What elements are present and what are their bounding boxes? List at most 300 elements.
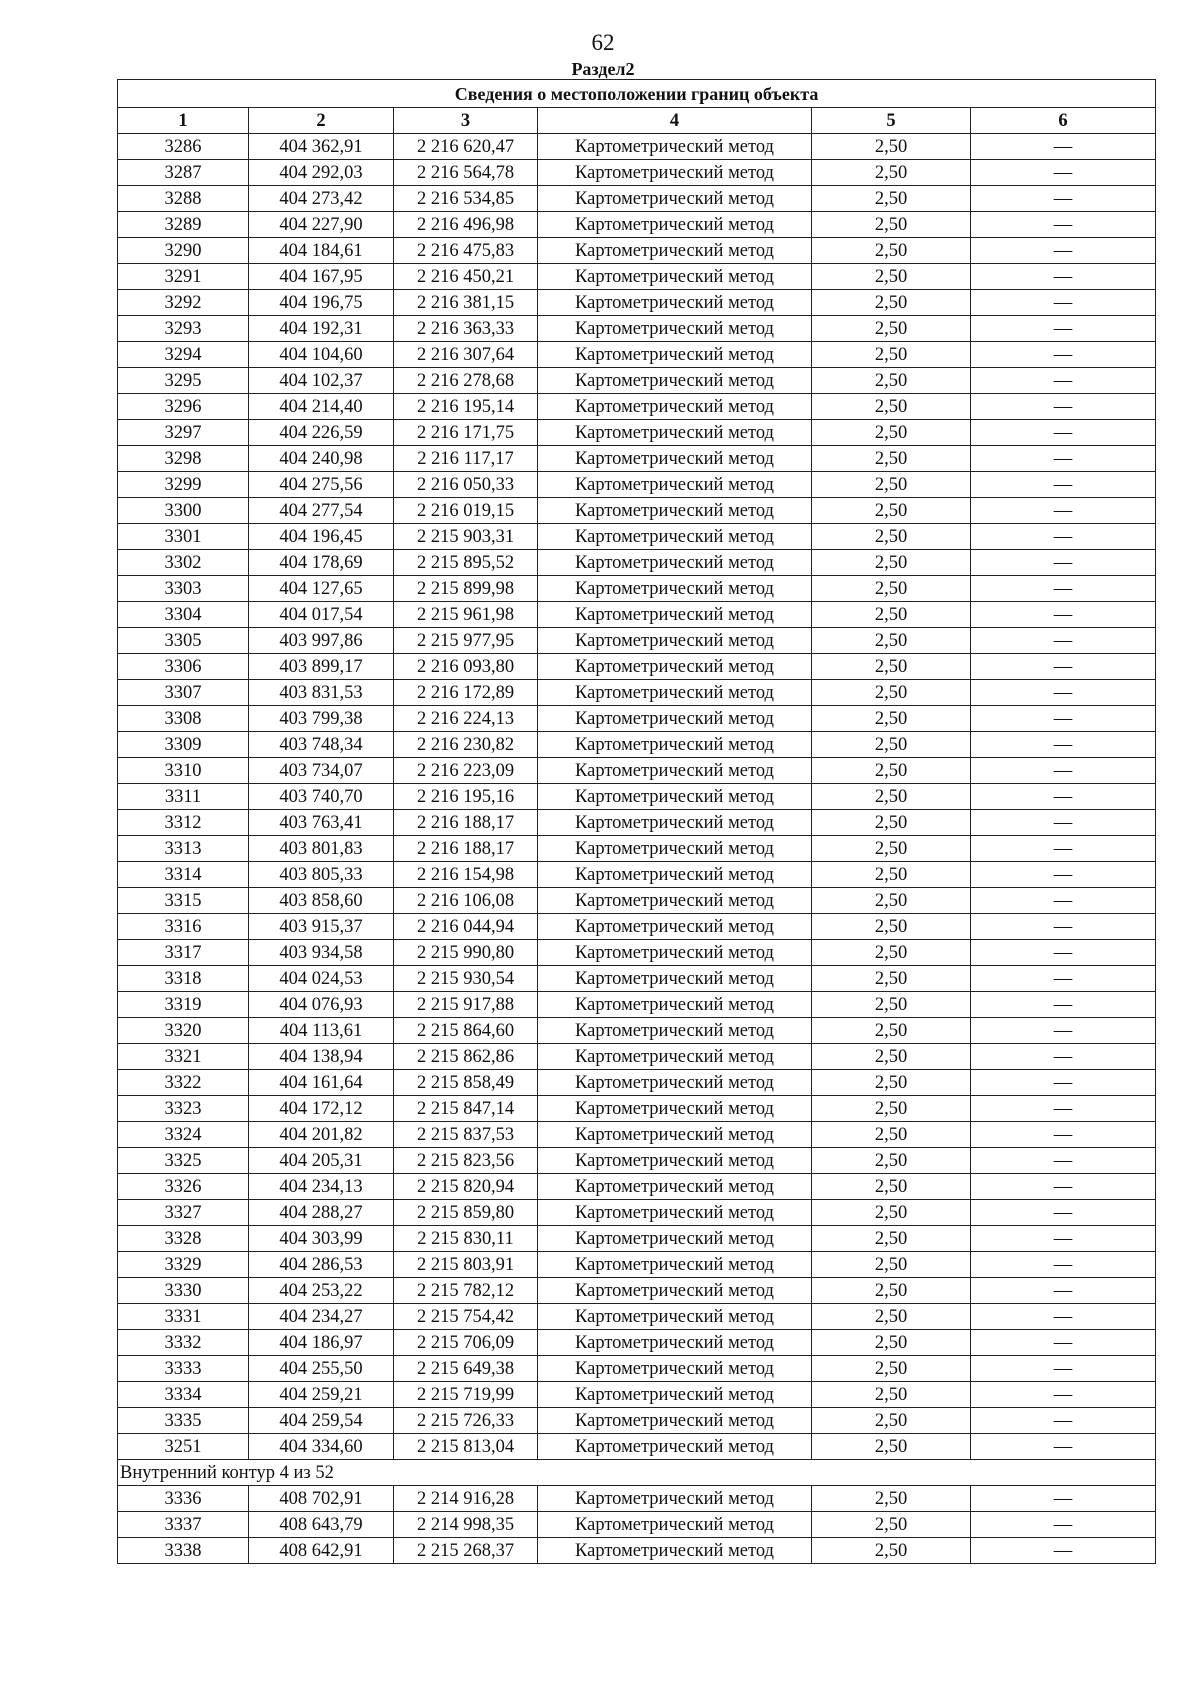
table-row	[118, 1148, 1156, 1174]
table-cell: 404 113,61	[249, 1018, 394, 1044]
table-cell: 2,50	[812, 914, 971, 940]
table-cell: 3330	[118, 1278, 249, 1304]
table-cell: 3325	[118, 1148, 249, 1174]
table-cell: —	[971, 212, 1156, 238]
table-cell: 2 216 381,15	[394, 290, 538, 316]
table-cell: —	[971, 758, 1156, 784]
table-cell: 2,50	[812, 420, 971, 446]
table-cell: Картометрический метод	[538, 394, 812, 420]
column-header: 4	[538, 108, 812, 134]
table-cell: 404 017,54	[249, 602, 394, 628]
table-cell: 2 216 195,16	[394, 784, 538, 810]
table-cell: 3327	[118, 1200, 249, 1226]
table-cell: 2 215 899,98	[394, 576, 538, 602]
table-cell: 2 215 803,91	[394, 1252, 538, 1278]
table-cell: Картометрический метод	[538, 888, 812, 914]
table-row	[118, 1018, 1156, 1044]
table-cell: 2 216 019,15	[394, 498, 538, 524]
table-row	[118, 732, 1156, 758]
table-cell: 408 642,91	[249, 1538, 394, 1564]
table-cell: 3289	[118, 212, 249, 238]
table-cell: —	[971, 1122, 1156, 1148]
table-cell: 404 253,22	[249, 1278, 394, 1304]
table-cell: Картометрический метод	[538, 628, 812, 654]
table-cell: 2 215 858,49	[394, 1070, 538, 1096]
table-cell: 2 216 093,80	[394, 654, 538, 680]
table-cell: 2,50	[812, 966, 971, 992]
table-cell: 2 216 188,17	[394, 810, 538, 836]
table-caption: Сведения о местоположении границ объекта	[118, 80, 1156, 108]
table-cell: 404 255,50	[249, 1356, 394, 1382]
table-cell: Картометрический метод	[538, 836, 812, 862]
table-row	[118, 1252, 1156, 1278]
table-cell: 3322	[118, 1070, 249, 1096]
table-cell: Картометрический метод	[538, 680, 812, 706]
table-cell: 404 292,03	[249, 160, 394, 186]
table-cell: 3304	[118, 602, 249, 628]
table-cell: Картометрический метод	[538, 1434, 812, 1460]
table-cell: Картометрический метод	[538, 966, 812, 992]
table-cell: 2 216 534,85	[394, 186, 538, 212]
table-cell: Картометрический метод	[538, 524, 812, 550]
table-cell: Картометрический метод	[538, 316, 812, 342]
table-cell: 3331	[118, 1304, 249, 1330]
table-row	[118, 420, 1156, 446]
table-cell: —	[971, 1486, 1156, 1512]
table-cell: 404 275,56	[249, 472, 394, 498]
table-cell: —	[971, 342, 1156, 368]
column-header: 5	[812, 108, 971, 134]
table-cell: 2 216 450,21	[394, 264, 538, 290]
table-cell: 2,50	[812, 368, 971, 394]
table-cell: 2,50	[812, 1408, 971, 1434]
table-cell: 2 216 230,82	[394, 732, 538, 758]
table-cell: 2 215 719,99	[394, 1382, 538, 1408]
table-cell: 2,50	[812, 264, 971, 290]
table-cell: —	[971, 1330, 1156, 1356]
table-cell: —	[971, 1070, 1156, 1096]
table-cell: Картометрический метод	[538, 914, 812, 940]
table-row	[118, 1356, 1156, 1382]
table-cell: 2 215 830,11	[394, 1226, 538, 1252]
table-cell: Картометрический метод	[538, 368, 812, 394]
table-cell: 2,50	[812, 836, 971, 862]
table-cell: 3334	[118, 1382, 249, 1408]
table-cell: 404 192,31	[249, 316, 394, 342]
table-row	[118, 810, 1156, 836]
table-cell: 2 215 864,60	[394, 1018, 538, 1044]
table-cell: 404 240,98	[249, 446, 394, 472]
table-cell: —	[971, 602, 1156, 628]
table-cell: 3310	[118, 758, 249, 784]
table-row	[118, 1512, 1156, 1538]
column-header: 6	[971, 108, 1156, 134]
table-cell: 2,50	[812, 1330, 971, 1356]
table-row	[118, 368, 1156, 394]
table-cell: 2 215 862,86	[394, 1044, 538, 1070]
table-cell: 2,50	[812, 1512, 971, 1538]
table-cell: 2,50	[812, 1122, 971, 1148]
table-cell: 404 184,61	[249, 238, 394, 264]
table-cell: 3294	[118, 342, 249, 368]
table-cell: 3317	[118, 940, 249, 966]
table-cell: 2,50	[812, 1356, 971, 1382]
table-cell: —	[971, 706, 1156, 732]
table-cell: Картометрический метод	[538, 758, 812, 784]
table-cell: 2 216 278,68	[394, 368, 538, 394]
table-cell: 2,50	[812, 1278, 971, 1304]
table-cell: Картометрический метод	[538, 134, 812, 160]
table-cell: 2,50	[812, 602, 971, 628]
table-cell: 404 205,31	[249, 1148, 394, 1174]
table-cell: 404 172,12	[249, 1096, 394, 1122]
table-row	[118, 550, 1156, 576]
table-cell: 3313	[118, 836, 249, 862]
table-cell: 3319	[118, 992, 249, 1018]
table-cell: 2,50	[812, 810, 971, 836]
column-header: 3	[394, 108, 538, 134]
table-cell: 2,50	[812, 238, 971, 264]
table-cell: 3299	[118, 472, 249, 498]
table-cell: 3335	[118, 1408, 249, 1434]
table-cell: 2,50	[812, 550, 971, 576]
table-cell: —	[971, 238, 1156, 264]
table-cell: —	[971, 1044, 1156, 1070]
table-row	[118, 966, 1156, 992]
table-cell: 2,50	[812, 654, 971, 680]
table-cell: 3333	[118, 1356, 249, 1382]
table-cell: —	[971, 732, 1156, 758]
table-cell: 2 216 117,17	[394, 446, 538, 472]
table-cell: 2,50	[812, 1486, 971, 1512]
table-cell: 2 215 649,38	[394, 1356, 538, 1382]
table-cell: 403 801,83	[249, 836, 394, 862]
table-cell: 2 215 917,88	[394, 992, 538, 1018]
table-cell: 2 215 268,37	[394, 1538, 538, 1564]
table-cell: —	[971, 1434, 1156, 1460]
table-row	[118, 524, 1156, 550]
table-cell: 2,50	[812, 394, 971, 420]
table-row	[118, 1174, 1156, 1200]
table-cell: Картометрический метод	[538, 160, 812, 186]
table-cell: 404 227,90	[249, 212, 394, 238]
table-cell: 2 215 837,53	[394, 1122, 538, 1148]
table-cell: 2,50	[812, 888, 971, 914]
table-cell: 2,50	[812, 1018, 971, 1044]
table-cell: Картометрический метод	[538, 654, 812, 680]
table-cell: Картометрический метод	[538, 602, 812, 628]
table-cell: 3324	[118, 1122, 249, 1148]
table-cell: —	[971, 810, 1156, 836]
table-cell: 404 303,99	[249, 1226, 394, 1252]
table-cell: 3338	[118, 1538, 249, 1564]
table-cell: 2 216 620,47	[394, 134, 538, 160]
table-cell: 403 858,60	[249, 888, 394, 914]
table-cell: 2 216 106,08	[394, 888, 538, 914]
contour-label: Внутренний контур 4 из 52	[118, 1460, 1156, 1486]
table-cell: 2 214 998,35	[394, 1512, 538, 1538]
table-cell: —	[971, 472, 1156, 498]
table-cell: 2 216 188,17	[394, 836, 538, 862]
table-cell: —	[971, 1512, 1156, 1538]
table-row	[118, 446, 1156, 472]
table-cell: —	[971, 992, 1156, 1018]
table-cell: 3306	[118, 654, 249, 680]
table-cell: Картометрический метод	[538, 940, 812, 966]
table-cell: —	[971, 368, 1156, 394]
main-contour-rows	[118, 134, 1156, 1460]
table-row	[118, 888, 1156, 914]
table-cell: 2 215 990,80	[394, 940, 538, 966]
table-cell: 403 740,70	[249, 784, 394, 810]
table-cell: 3308	[118, 706, 249, 732]
table-cell: 2 215 820,94	[394, 1174, 538, 1200]
table-row	[118, 758, 1156, 784]
table-cell: Картометрический метод	[538, 810, 812, 836]
table-cell: 404 178,69	[249, 550, 394, 576]
table-cell: 404 226,59	[249, 420, 394, 446]
table-cell: Картометрический метод	[538, 1330, 812, 1356]
table-cell: 404 196,45	[249, 524, 394, 550]
table-cell: 404 234,27	[249, 1304, 394, 1330]
table-cell: 3321	[118, 1044, 249, 1070]
table-cell: 2,50	[812, 706, 971, 732]
table-row	[118, 1538, 1156, 1564]
table-cell: 2,50	[812, 1538, 971, 1564]
table-cell: Картометрический метод	[538, 446, 812, 472]
table-cell: 2 215 813,04	[394, 1434, 538, 1460]
table-cell: 2,50	[812, 1148, 971, 1174]
table-cell: —	[971, 394, 1156, 420]
table-cell: —	[971, 264, 1156, 290]
table-cell: 2 215 859,80	[394, 1200, 538, 1226]
table-cell: 404 259,54	[249, 1408, 394, 1434]
table-cell: 403 799,38	[249, 706, 394, 732]
table-cell: Картометрический метод	[538, 1278, 812, 1304]
table-cell: 2,50	[812, 186, 971, 212]
table-cell: 3336	[118, 1486, 249, 1512]
table-cell: Картометрический метод	[538, 1096, 812, 1122]
table-cell: 2,50	[812, 472, 971, 498]
table-cell: 3300	[118, 498, 249, 524]
table-cell: 3309	[118, 732, 249, 758]
table-cell: —	[971, 524, 1156, 550]
table-cell: 2,50	[812, 290, 971, 316]
table-row	[118, 836, 1156, 862]
table-cell: Картометрический метод	[538, 498, 812, 524]
table-cell: —	[971, 134, 1156, 160]
table-cell: 408 643,79	[249, 1512, 394, 1538]
table-cell: 2 216 172,89	[394, 680, 538, 706]
table-cell: 3337	[118, 1512, 249, 1538]
table-cell: 2 216 224,13	[394, 706, 538, 732]
table-cell: —	[971, 550, 1156, 576]
table-cell: 404 196,75	[249, 290, 394, 316]
table-cell: Картометрический метод	[538, 1044, 812, 1070]
table-cell: 2 215 754,42	[394, 1304, 538, 1330]
table-cell: 2,50	[812, 1044, 971, 1070]
table-cell: —	[971, 1356, 1156, 1382]
table-cell: —	[971, 836, 1156, 862]
table-cell: Картометрический метод	[538, 1122, 812, 1148]
table-cell: 2 216 496,98	[394, 212, 538, 238]
table-cell: 404 201,82	[249, 1122, 394, 1148]
table-row	[118, 628, 1156, 654]
table-cell: 2 216 154,98	[394, 862, 538, 888]
table-cell: Картометрический метод	[538, 1148, 812, 1174]
table-cell: 2 215 782,12	[394, 1278, 538, 1304]
table-row	[118, 316, 1156, 342]
table-row	[118, 602, 1156, 628]
table-cell: 2,50	[812, 498, 971, 524]
table-row	[118, 498, 1156, 524]
table-cell: 403 748,34	[249, 732, 394, 758]
table-cell: —	[971, 784, 1156, 810]
table-cell: Картометрический метод	[538, 186, 812, 212]
table-cell: 404 104,60	[249, 342, 394, 368]
table-cell: —	[971, 1252, 1156, 1278]
table-row	[118, 394, 1156, 420]
table-row	[118, 186, 1156, 212]
table-cell: —	[971, 966, 1156, 992]
table-cell: 2 216 195,14	[394, 394, 538, 420]
table-row	[118, 1226, 1156, 1252]
table-cell: 3329	[118, 1252, 249, 1278]
table-cell: 2 215 903,31	[394, 524, 538, 550]
table-cell: Картометрический метод	[538, 1200, 812, 1226]
table-row	[118, 238, 1156, 264]
table-cell: 2,50	[812, 1304, 971, 1330]
table-cell: 404 214,40	[249, 394, 394, 420]
table-cell: Картометрический метод	[538, 1174, 812, 1200]
table-cell: —	[971, 862, 1156, 888]
table-cell: 3287	[118, 160, 249, 186]
table-cell: 3303	[118, 576, 249, 602]
table-cell: Картометрический метод	[538, 1356, 812, 1382]
table-cell: 2,50	[812, 316, 971, 342]
table-cell: 2,50	[812, 134, 971, 160]
table-cell: 404 273,42	[249, 186, 394, 212]
table-cell: —	[971, 1278, 1156, 1304]
table-cell: —	[971, 1018, 1156, 1044]
table-cell: Картометрический метод	[538, 1304, 812, 1330]
table-row	[118, 1304, 1156, 1330]
table-cell: 2,50	[812, 862, 971, 888]
table-cell: 404 288,27	[249, 1200, 394, 1226]
table-cell: Картометрический метод	[538, 1512, 812, 1538]
table-cell: 3326	[118, 1174, 249, 1200]
table-cell: —	[971, 1382, 1156, 1408]
table-cell: Картометрический метод	[538, 290, 812, 316]
table-cell: Картометрический метод	[538, 238, 812, 264]
table-cell: 2,50	[812, 446, 971, 472]
table-cell: 2,50	[812, 212, 971, 238]
contour-label-row	[118, 1460, 1156, 1486]
table-cell: 3295	[118, 368, 249, 394]
table-cell: Картометрический метод	[538, 862, 812, 888]
table-cell: 2 215 977,95	[394, 628, 538, 654]
table-row	[118, 264, 1156, 290]
boundary-coordinates-table	[117, 79, 1156, 1564]
table-row	[118, 862, 1156, 888]
table-cell: 3318	[118, 966, 249, 992]
table-cell: —	[971, 446, 1156, 472]
table-cell: —	[971, 940, 1156, 966]
table-cell: Картометрический метод	[538, 1382, 812, 1408]
table-cell: 2,50	[812, 342, 971, 368]
table-cell: 404 138,94	[249, 1044, 394, 1070]
table-row	[118, 680, 1156, 706]
table-cell: —	[971, 1304, 1156, 1330]
table-row	[118, 1382, 1156, 1408]
inner-contour-rows	[118, 1486, 1156, 1564]
table-cell: 2,50	[812, 1252, 971, 1278]
table-cell: —	[971, 290, 1156, 316]
table-cell: 3320	[118, 1018, 249, 1044]
table-cell: 2 216 564,78	[394, 160, 538, 186]
table-row	[118, 1486, 1156, 1512]
table-row	[118, 1122, 1156, 1148]
table-cell: —	[971, 654, 1156, 680]
table-cell: —	[971, 1148, 1156, 1174]
table-cell: —	[971, 914, 1156, 940]
table-cell: 2,50	[812, 1434, 971, 1460]
table-cell: 404 234,13	[249, 1174, 394, 1200]
header-row	[118, 108, 1156, 134]
table-cell: 404 167,95	[249, 264, 394, 290]
table-cell: 3301	[118, 524, 249, 550]
table-cell: 2,50	[812, 732, 971, 758]
table-cell: —	[971, 1408, 1156, 1434]
table-cell: 404 161,64	[249, 1070, 394, 1096]
table-cell: —	[971, 680, 1156, 706]
table-cell: 404 362,91	[249, 134, 394, 160]
table-cell: 3305	[118, 628, 249, 654]
table-cell: 2 215 930,54	[394, 966, 538, 992]
table-cell: 404 334,60	[249, 1434, 394, 1460]
table-cell: Картометрический метод	[538, 1018, 812, 1044]
table-row	[118, 654, 1156, 680]
table-row	[118, 342, 1156, 368]
table-row	[118, 290, 1156, 316]
table-cell: 3332	[118, 1330, 249, 1356]
table-cell: —	[971, 888, 1156, 914]
table-cell: Картометрический метод	[538, 1252, 812, 1278]
table-cell: 2 216 050,33	[394, 472, 538, 498]
table-row	[118, 1330, 1156, 1356]
table-cell: Картометрический метод	[538, 706, 812, 732]
table-cell: 403 915,37	[249, 914, 394, 940]
table-cell: 404 277,54	[249, 498, 394, 524]
table-cell: —	[971, 1226, 1156, 1252]
table-row	[118, 1070, 1156, 1096]
table-cell: 403 763,41	[249, 810, 394, 836]
page-number: 62	[591, 30, 615, 55]
column-header: 2	[249, 108, 394, 134]
table-cell: 403 934,58	[249, 940, 394, 966]
section-title: Раздел2	[571, 59, 635, 79]
table-cell: Картометрический метод	[538, 1486, 812, 1512]
table-cell: 3316	[118, 914, 249, 940]
table-cell: 404 102,37	[249, 368, 394, 394]
table-cell: 404 259,21	[249, 1382, 394, 1408]
table-cell: 2 214 916,28	[394, 1486, 538, 1512]
table-cell: 408 702,91	[249, 1486, 394, 1512]
table-cell: 2,50	[812, 576, 971, 602]
table-cell: 3297	[118, 420, 249, 446]
table-cell: 403 831,53	[249, 680, 394, 706]
table-cell: Картометрический метод	[538, 1408, 812, 1434]
